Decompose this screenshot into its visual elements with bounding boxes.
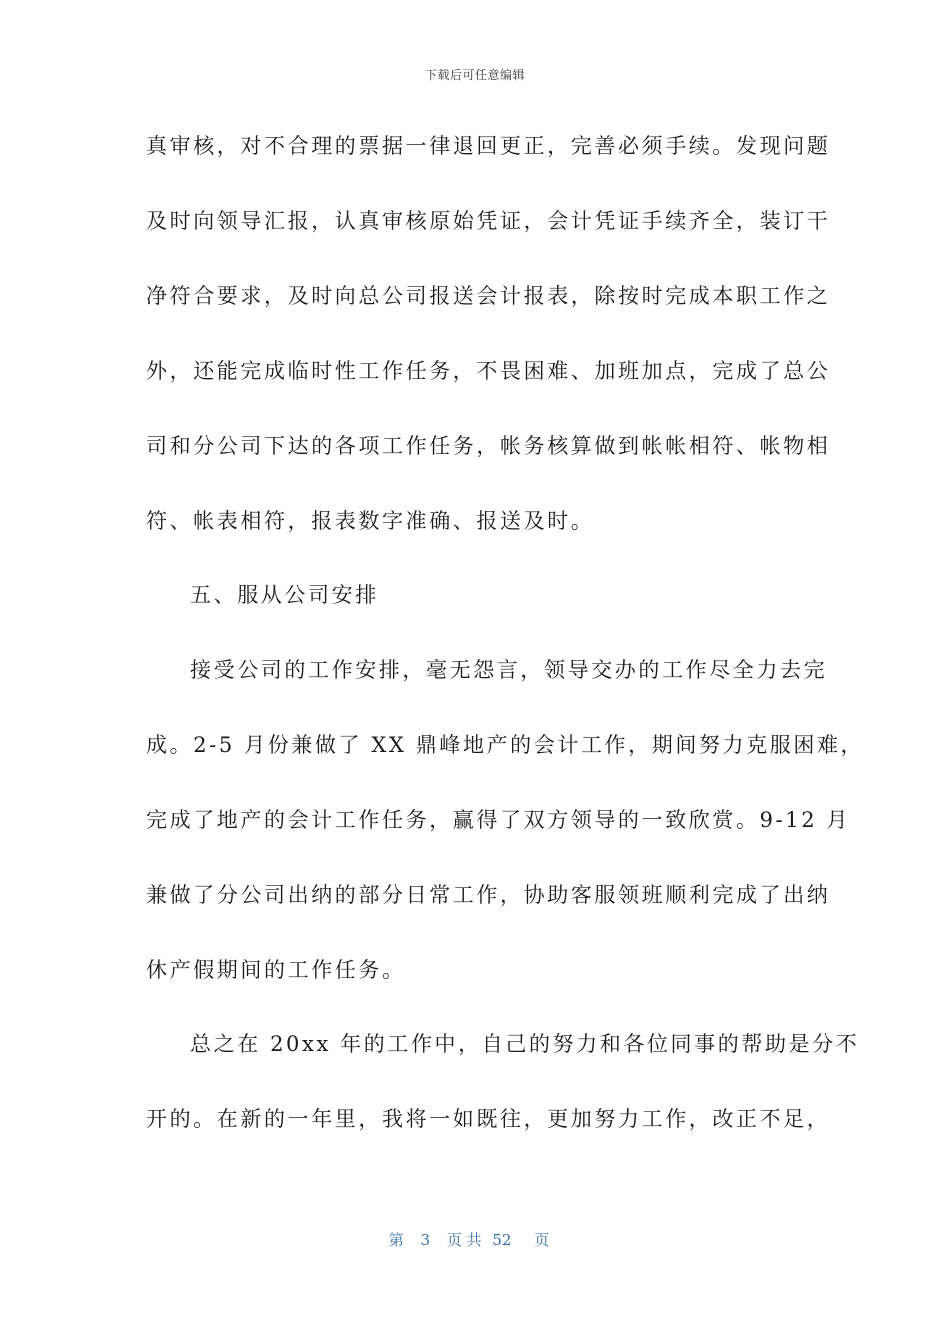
footer-suffix: 页 — [534, 1231, 550, 1249]
footer-middle: 页 共 — [446, 1231, 482, 1249]
body-line: 真审核，对不合理的票据一律退回更正，完善必须手续。发现问题 — [146, 134, 831, 158]
body-line: 外，还能完成临时性工作任务，不畏困难、加班加点，完成了总公 — [146, 359, 831, 383]
body-line: 接受公司的工作安排，毫无怨言，领导交办的工作尽全力去完 — [190, 658, 828, 682]
page-footer — [0, 1229, 950, 1250]
body-line: 休产假期间的工作任务。 — [146, 958, 406, 982]
body-line: 成。2-5 月份兼做了 XX 鼎峰地产的会计工作，期间努力克服困难， — [146, 733, 865, 757]
body-line: 兼做了分公司出纳的部分日常工作，协助客服领班顺利完成了出纳 — [146, 883, 831, 907]
body-line: 完成了地产的会计工作任务，赢得了双方领导的一致欣赏。9-12 月 — [146, 808, 851, 832]
body-line: 开的。在新的一年里，我将一如既往，更加努力工作，改正不足， — [146, 1107, 831, 1131]
body-line: 总之在 20xx 年的工作中，自己的努力和各位同事的帮助是分不 — [190, 1032, 860, 1056]
body-line: 及时向领导汇报，认真审核原始凭证，会计凭证手续齐全，装订干 — [146, 209, 831, 233]
footer-prefix: 第 — [388, 1231, 404, 1249]
footer-total-pages: 52 — [492, 1231, 512, 1249]
section-heading: 五、服从公司安排 — [190, 583, 379, 607]
body-line: 司和分公司下达的各项工作任务，帐务核算做到帐帐相符、帐物相 — [146, 434, 831, 458]
page-header: 下载后可任意编辑 — [424, 68, 525, 82]
body-line: 净符合要求，及时向总公司报送会计报表，除按时完成本职工作之 — [146, 284, 831, 308]
body-line: 符、帐表相符，报表数字准确、报送及时。 — [146, 509, 595, 533]
footer-current-page: 3 — [420, 1231, 431, 1249]
